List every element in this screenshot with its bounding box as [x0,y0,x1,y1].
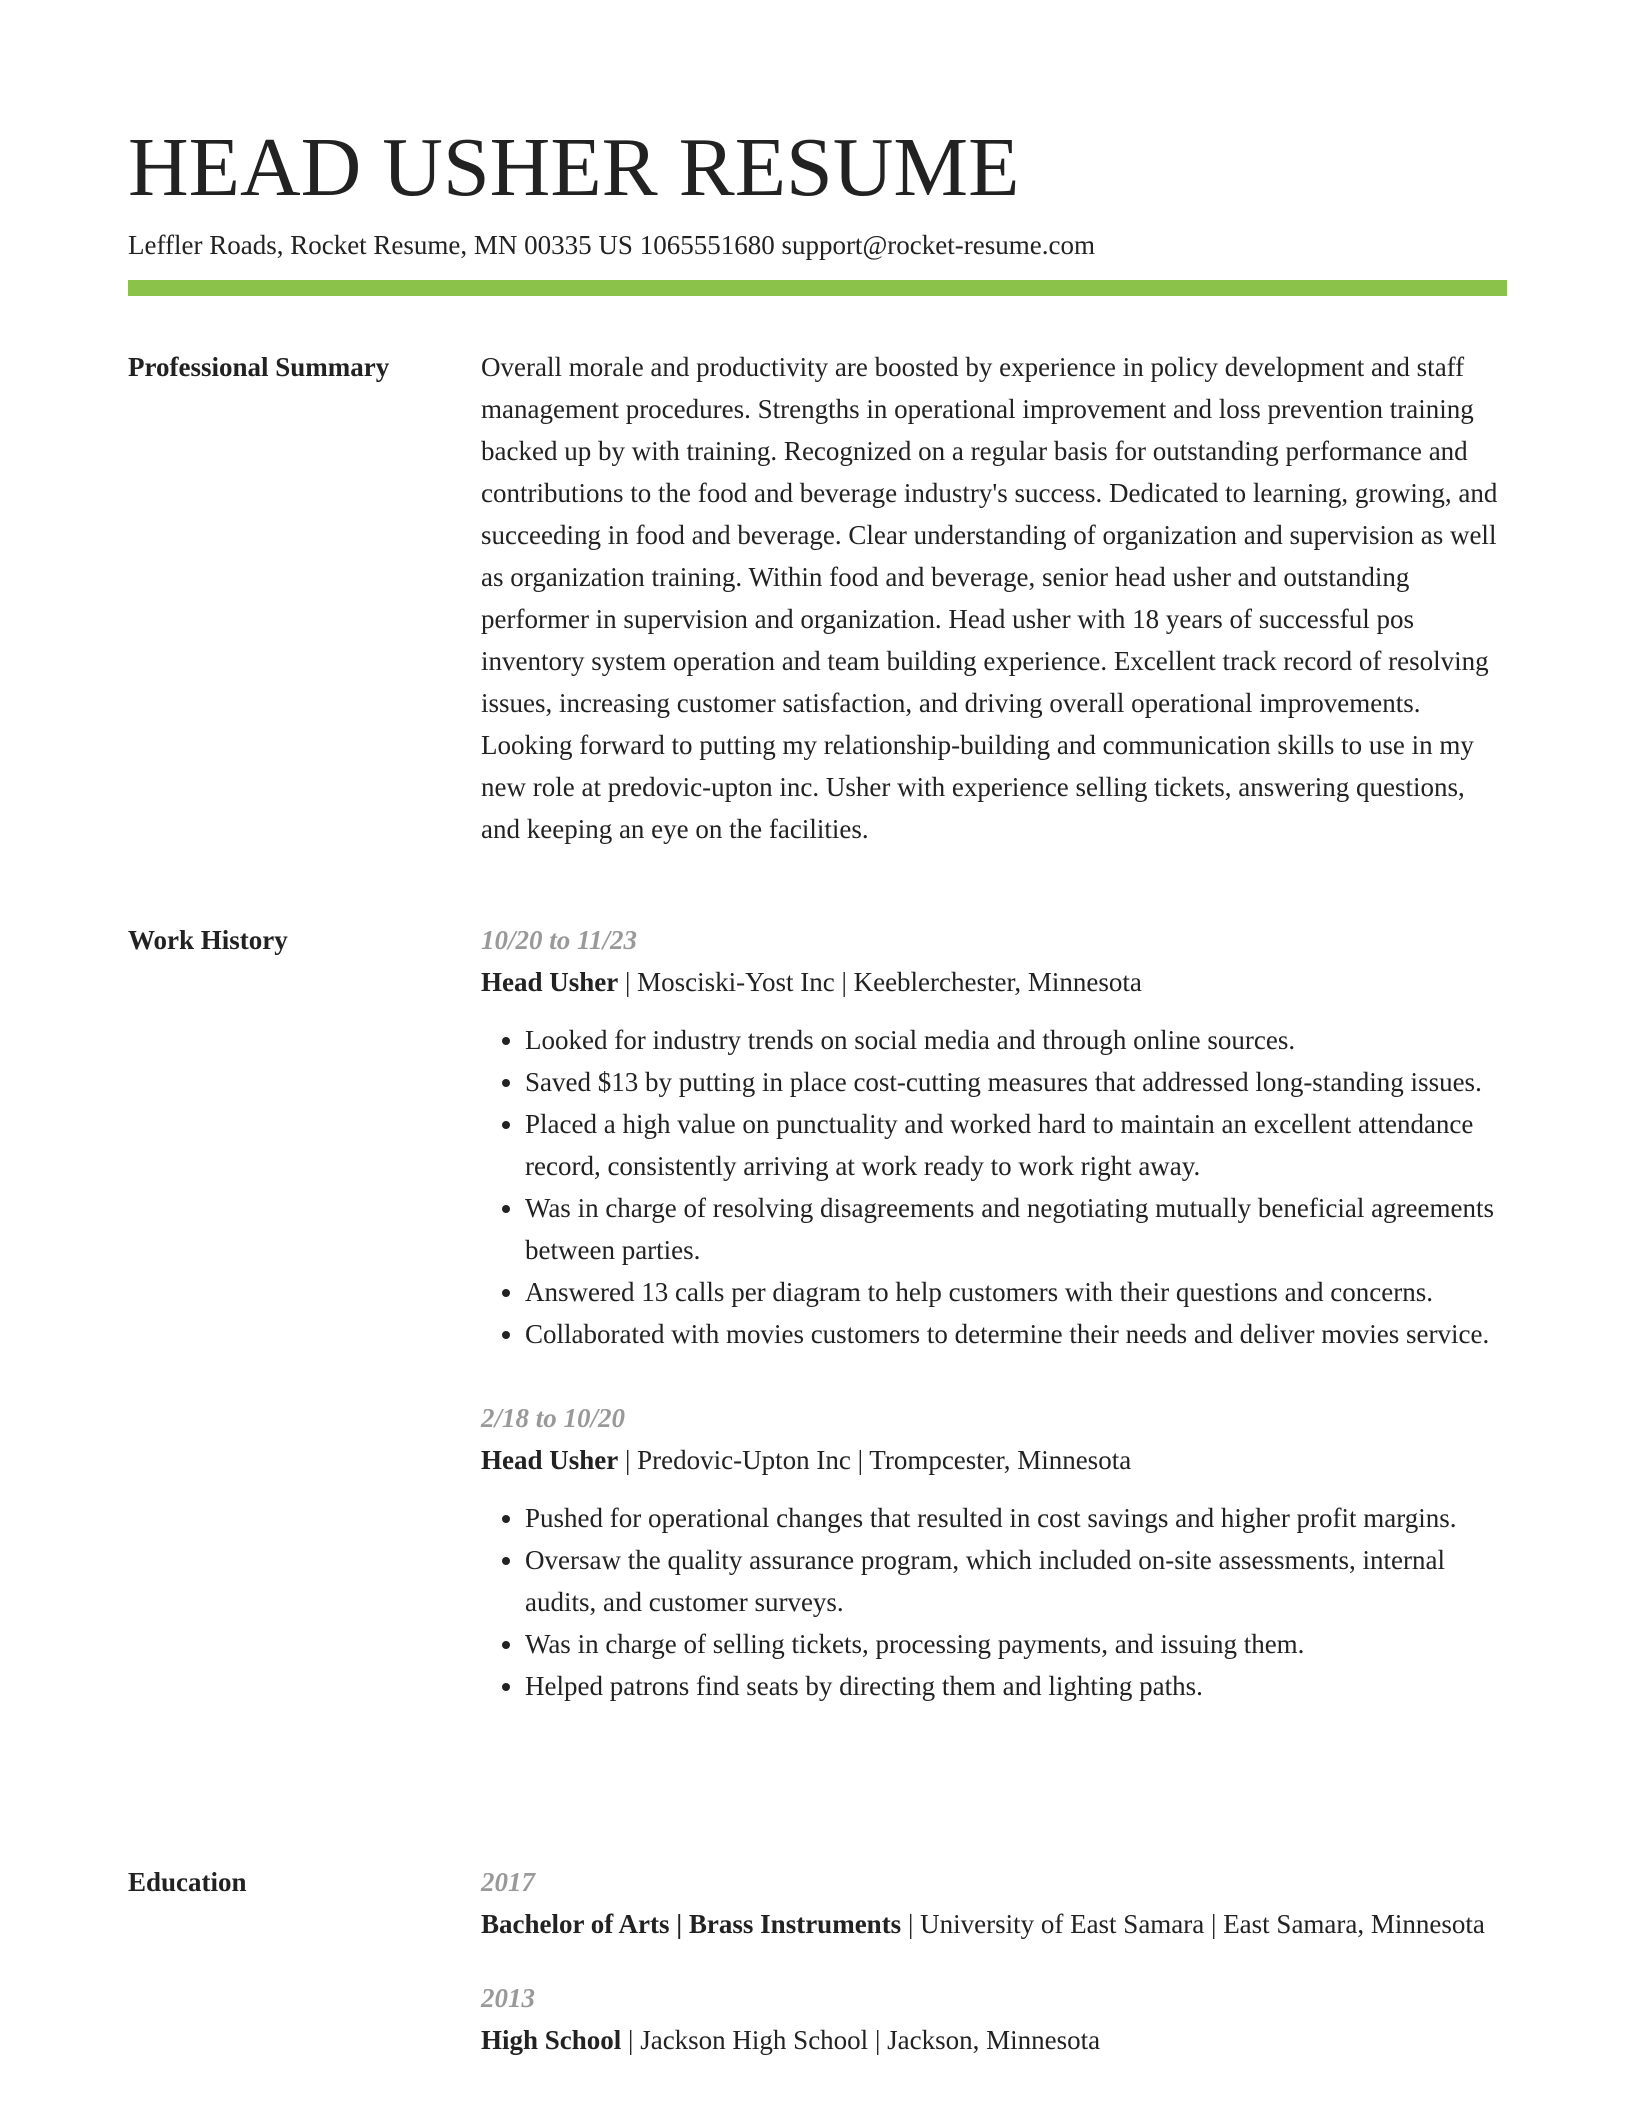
job-date: 10/20 to 11/23 [481,925,638,955]
job-role-line [481,1439,1507,1481]
job-location: Keeblerchester, Minnesota [853,967,1142,997]
job-bullets [481,1019,1507,1355]
contact-phone: 1065551680 [639,230,775,260]
list-item: • Looked for industry trends on social media and through online sources. [525,1019,1507,1061]
job-role: Head Usher [481,1445,619,1475]
list-item: • Was in charge of resolving disagreements and negotiating mutually beneficial agreements between parties. [525,1187,1507,1271]
contact-email: support@rocket-resume.com [781,230,1095,260]
resume-title: HEAD USHER RESUME [128,121,1020,214]
list-item: • Collaborated with movies customers to determine their needs and deliver movies service. [525,1313,1507,1355]
education-school: Jackson High School [640,2025,869,2055]
contact-address: Leffler Roads, Rocket Resume, MN 00335 US [128,230,633,260]
education-section [128,1861,1507,2061]
education-location: Jackson, Minnesota [887,2025,1101,2055]
summary-body [481,346,1507,850]
education-entry [481,1861,1507,1945]
list-item: • Placed a high value on punctuality and worked hard to maintain an excellent attendance record, consistently arriving at work ready to work right away. [525,1103,1507,1187]
education-location: East Samara, Minnesota [1223,1909,1485,1939]
education-degree: High School [481,2025,622,2055]
resume-header [128,118,1507,296]
education-line [481,1903,1507,1945]
work-history-body [481,919,1507,1707]
list-item: • Helped patrons find seats by directing them and lighting paths. [525,1665,1507,1707]
job-bullets [481,1497,1507,1707]
education-school: University of East Samara [920,1909,1205,1939]
contact-line [128,227,1507,263]
job-entry [481,919,1507,1355]
job-role-line [481,961,1507,1003]
education-year: 2013 [481,1983,535,2013]
job-entry [481,1397,1507,1707]
list-item: • Saved $13 by putting in place cost-cutting measures that addressed long-standing issues. [525,1061,1507,1103]
list-item: • Oversaw the quality assurance program, which included on-site assessments, internal audits, and customer surveys. [525,1539,1507,1623]
summary-section [128,346,1507,850]
summary-heading: Professional Summary [128,352,390,382]
job-location: Trompcester, Minnesota [869,1445,1132,1475]
job-company: Mosciski-Yost Inc [637,967,835,997]
work-history-section [128,919,1507,1707]
education-heading: Education [128,1867,247,1897]
summary-text: Overall morale and productivity are boosted by experience in policy development and staff management procedures. Strengths in operational improvement and loss prevention training backed up by with training. Recognized on a regular basis for outstanding performance and contributions to the food and beverage industry's success. Dedicated to learning, growing, and succeeding in food and beverage. Clear understanding of organization and supervision as well as organization training. Within food and beverage, senior head usher and outstanding performer in supervision and organization. Head usher with 18 years of successful pos inventory system operation and team building experience. Excellent track record of resolving issues, increasing customer satisfaction, and driving overall operational improvements. Looking forward to putting my relationship-building and communication skills to use in my new role at predovic-upton inc. Usher with experience selling tickets, answering questions, and keeping an eye on the facilities. [481,352,1498,844]
list-item: • Answered 13 calls per diagram to help customers with their questions and concerns. [525,1271,1507,1313]
education-line [481,2019,1507,2061]
job-role: Head Usher [481,967,619,997]
list-item: • Pushed for operational changes that resulted in cost savings and higher profit margins. [525,1497,1507,1539]
education-degree: Bachelor of Arts | Brass Instruments [481,1909,902,1939]
education-entry [481,1977,1507,2061]
header-divider [128,280,1507,296]
work-history-heading: Work History [128,925,288,955]
job-date: 2/18 to 10/20 [481,1403,626,1433]
education-body [481,1861,1507,2061]
education-year: 2017 [481,1867,535,1897]
list-item: • Was in charge of selling tickets, processing payments, and issuing them. [525,1623,1507,1665]
job-company: Predovic-Upton Inc [637,1445,851,1475]
